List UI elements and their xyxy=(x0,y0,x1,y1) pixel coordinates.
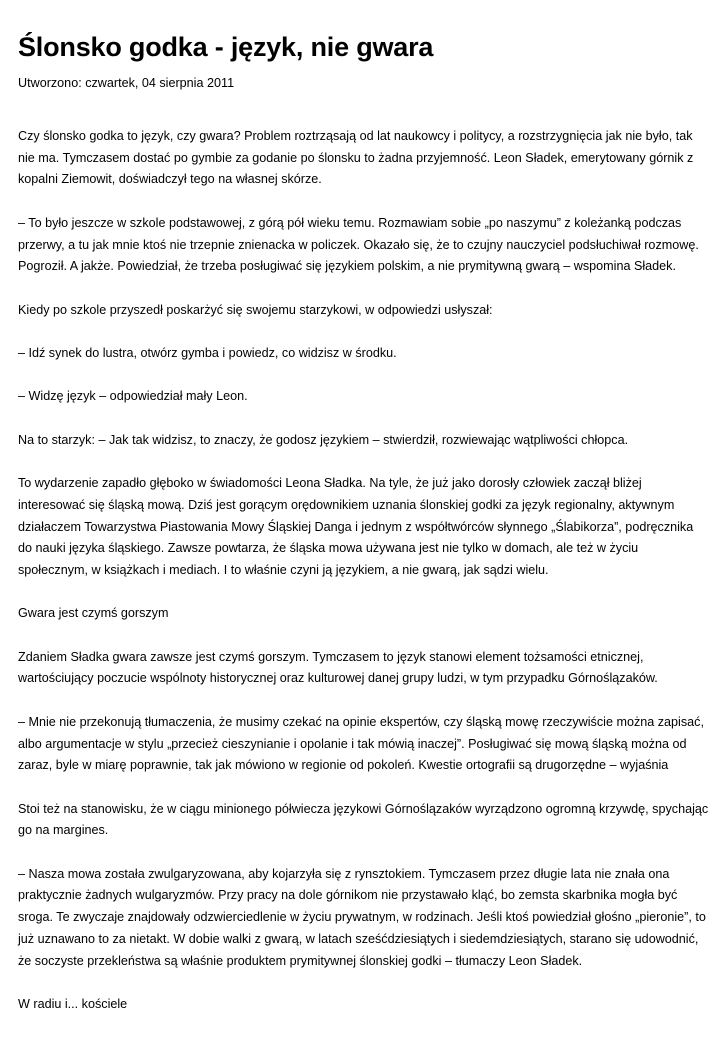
paragraph: To wydarzenie zapadło głęboko w świadomości Leona Sładka. Na tyle, że już jako dorosły człowiek zaczął bliżej interesować się śląską mową. Dziś jest gorącym orędownikiem uznania ślonskiej godki za język regionalny, aktywnym działaczem Towarzystwa Piastowania Mowy Śląskiej Danga i jednym z współtwórców słynnego „Ślabikorza”, podręcznika do nauki języka śląskiego. Zawsze powtarza, że śląska mowa używana jest nie tylko w domach, ale też w życiu społecznym, w książkach i mediach. I to właśnie czyni ją językiem, a nie gwarą, jak sądzi wielu. xyxy=(18,476,694,577)
article-title: Ślonsko godka - język, nie gwara xyxy=(18,32,434,62)
paragraph: – Mnie nie przekonują tłumaczenia, że musimy czekać na opinie ekspertów, czy śląską mowę rzeczywiście można zapisać, albo argumentacje w stylu „przecież cieszynianie i opolanie i tak mówią inaczej”. Posługiwać się mową śląską można od zaraz, byle w miarę poprawnie, tak jak mówiono w regionie od pokoleń. Kwestie ortografii są drugorzędne – wyjaśnia xyxy=(18,714,704,773)
created-date: Utworzono: czwartek, 04 sierpnia 2011 xyxy=(18,76,235,90)
paragraph: Czy ślonsko godka to język, czy gwara? Problem roztrząsają od lat naukowcy i politycy, a rozstrzygnięcia jak nie było, tak nie ma. Tymczasem dostać po gymbie za godanie po ślonsku to żadna przyjemność. Leon Sładek, emerytowany górnik z kopalni Ziemowit, doświadczył tego na własnej skórze. xyxy=(18,129,694,187)
article xyxy=(18,30,710,1037)
article-body xyxy=(18,126,710,1016)
paragraph: – Widzę język – odpowiedział mały Leon. xyxy=(18,389,248,404)
paragraph: Zdaniem Sładka gwara zawsze jest czymś gorszym. Tymczasem to język stanowi element tożsamości etnicznej, wartościujący poczucie wspólnoty historycznej oraz kulturowej danej grupy ludzi, w tym przypadku Górnoślązaków. xyxy=(18,649,658,686)
paragraph: – Idź synek do lustra, otwórz gymba i powiedz, co widzisz w środku. xyxy=(18,345,397,360)
section-heading: Gwara jest czymś gorszym xyxy=(18,606,169,621)
section-heading: W radiu i... kościele xyxy=(18,996,128,1011)
paragraph: Na to starzyk: – Jak tak widzisz, to znaczy, że godosz językiem – stwierdził, rozwiewając wątpliwości chłopca. xyxy=(18,432,629,447)
paragraph: Stoi też na stanowisku, że w ciągu minionego półwiecza językowi Górnoślązaków wyrządzono ogromną krzywdę, spychając go na margines. xyxy=(18,801,709,838)
paragraph: – Nasza mowa została zwulgaryzowana, aby kojarzyła się z rynsztokiem. Tymczasem przez długie lata nie znała ona praktycznie żadnych wulgaryzmów. Przy pracy na dole górnikom nie przystawało kląć, bo zemsta skarbnika mogła być sroga. Te zwyczaje znajdowały odzwierciedlenie w życiu prywatnym, w rodzinach. Jeśli ktoś powiedział głośno „pieronie”, to już uznawano to za nietakt. W dobie walki z gwarą, w latach sześćdziesiątych i siedemdziesiątych, starano się udowodnić, że soczyste przekleństwa są właśnie produktem prymitywnej ślonskiej godki – tłumaczy Leon Sładek. xyxy=(18,866,706,968)
paragraph: Kiedy po szkole przyszedł poskarżyć się swojemu starzykowi, w odpowiedzi usłyszał: xyxy=(18,302,493,317)
paragraph: – To było jeszcze w szkole podstawowej, z górą pół wieku temu. Rozmawiam sobie „po naszymu” z koleżanką podczas przerwy, a tu jak mnie ktoś nie trzepnie znienacka w policzek. Okazało się, że to czujny nauczyciel podsłuchiwał rozmowę. Pogroził. A jakże. Powiedział, że trzeba posługiwać się językiem polskim, a nie prymitywną gwarą – wspomina Sładek. xyxy=(18,215,699,274)
